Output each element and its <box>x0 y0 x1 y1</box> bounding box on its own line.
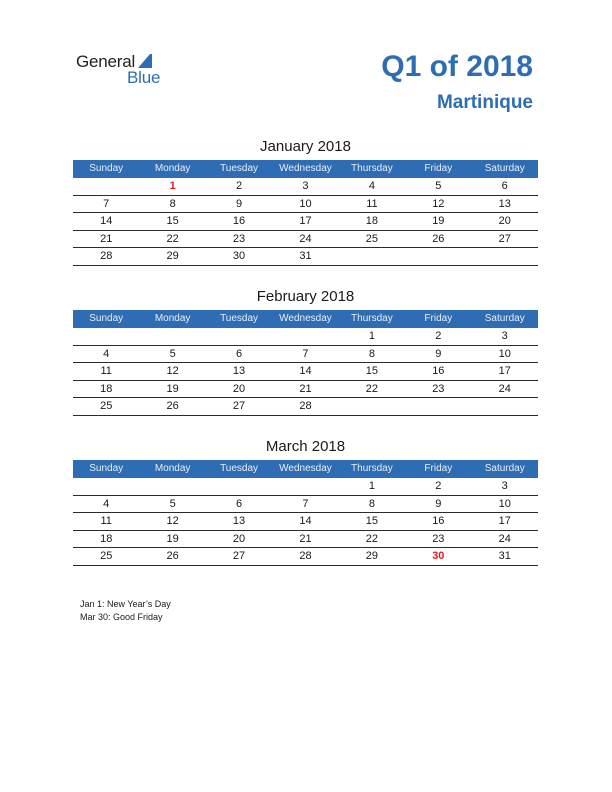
day-cell: 2 <box>435 330 442 342</box>
day-cell: 4 <box>103 347 110 360</box>
day-cell: 7 <box>302 347 309 360</box>
logo-triangle-icon <box>138 54 150 68</box>
month-grid <box>73 178 538 266</box>
day-cell: 24 <box>299 232 312 245</box>
weekday-wednesday: Wednesday <box>279 163 332 174</box>
logo-word-blue: Blue <box>127 68 161 87</box>
holiday-note: Mar 30: Good Friday <box>80 612 163 622</box>
weekday-wednesday: Wednesday <box>279 463 332 474</box>
day-cell: 21 <box>100 232 113 245</box>
day-cell: 13 <box>232 515 246 528</box>
day-cell: 12 <box>166 365 179 378</box>
empty-day-cell <box>139 478 205 495</box>
day-cell: 27 <box>232 400 246 413</box>
day-cell: 3 <box>501 330 508 342</box>
weekday-monday: Monday <box>154 313 191 324</box>
day-cell: 22 <box>365 532 379 545</box>
day-cell: 12 <box>432 197 445 210</box>
week-row <box>73 196 538 214</box>
day-cell: 28 <box>299 550 312 563</box>
month-january <box>73 136 538 266</box>
day-cell: 28 <box>299 400 312 413</box>
day-cell: 23 <box>232 232 246 245</box>
day-cell: 31 <box>498 550 511 563</box>
day-cell: 9 <box>235 197 243 210</box>
weekday-header <box>73 310 538 328</box>
empty-day-cell <box>472 398 538 415</box>
weekday-sunday: Sunday <box>89 313 124 324</box>
empty-day-cell <box>206 328 272 345</box>
day-cell: 28 <box>100 250 113 263</box>
page-title: Q1 of 2018 <box>381 50 533 83</box>
day-cell: 8 <box>169 197 176 210</box>
day-cell: 7 <box>302 497 309 510</box>
week-row <box>73 381 538 399</box>
week-row <box>73 231 538 249</box>
day-cell: 1 <box>368 480 375 492</box>
weekday-tuesday: Tuesday <box>220 313 259 324</box>
day-cell: 11 <box>366 197 378 210</box>
holiday-note: Jan 1: New Year’s Day <box>80 599 171 609</box>
month-grid <box>73 328 538 416</box>
day-cell: 12 <box>166 515 179 528</box>
empty-day-cell <box>139 328 205 345</box>
day-cell: 21 <box>299 532 312 545</box>
day-cell: 16 <box>232 215 246 228</box>
week-row <box>73 328 538 346</box>
day-cell: 14 <box>100 215 113 228</box>
empty-day-cell <box>405 398 471 415</box>
day-cell: 6 <box>235 347 243 360</box>
day-cell: 13 <box>498 197 511 210</box>
day-cell: 23 <box>432 382 445 395</box>
weekday-sunday: Sunday <box>89 163 124 174</box>
day-cell: 22 <box>166 232 179 245</box>
day-cell: 20 <box>232 382 246 395</box>
day-cell: 17 <box>498 515 511 528</box>
weekday-friday: Friday <box>424 163 453 174</box>
day-cell: 3 <box>302 180 309 192</box>
empty-day-cell <box>272 328 338 345</box>
weekday-thursday: Thursday <box>351 163 393 174</box>
day-cell: 30 <box>232 250 246 263</box>
empty-day-cell <box>73 478 139 495</box>
weekday-tuesday: Tuesday <box>220 463 259 474</box>
empty-day-cell <box>73 328 139 345</box>
week-row <box>73 398 538 416</box>
day-cell: 24 <box>498 382 511 395</box>
day-cell: 29 <box>365 550 379 563</box>
empty-day-cell <box>272 478 338 495</box>
weekday-monday: Monday <box>154 463 191 474</box>
day-cell: 23 <box>432 532 445 545</box>
day-cell: 2 <box>435 480 442 492</box>
week-row <box>73 478 538 496</box>
weekday-thursday: Thursday <box>351 313 393 324</box>
day-cell: 17 <box>299 215 312 228</box>
day-cell: 15 <box>365 515 379 528</box>
day-cell: 17 <box>498 365 511 378</box>
day-cell: 19 <box>166 382 179 395</box>
week-row <box>73 213 538 231</box>
day-cell: 18 <box>365 215 379 228</box>
logo-word-general: General <box>76 52 136 71</box>
month-grid <box>73 478 538 566</box>
weekday-friday: Friday <box>424 463 453 474</box>
day-cell: 29 <box>166 250 179 263</box>
day-cell: 25 <box>365 232 379 245</box>
empty-day-cell <box>73 178 139 195</box>
week-row <box>73 496 538 514</box>
day-cell: 1 <box>169 180 176 192</box>
day-cell: 3 <box>501 480 508 492</box>
day-cell: 6 <box>235 497 243 510</box>
month-title: January 2018 <box>260 138 351 155</box>
day-cell: 9 <box>435 347 442 360</box>
day-cell: 21 <box>299 382 312 395</box>
month-march <box>73 436 538 566</box>
empty-day-cell <box>472 248 538 265</box>
weekday-tuesday: Tuesday <box>220 163 259 174</box>
week-row <box>73 363 538 381</box>
weekday-wednesday: Wednesday <box>279 313 332 324</box>
day-cell: 11 <box>100 365 112 378</box>
week-row <box>73 178 538 196</box>
day-cell: 13 <box>232 365 246 378</box>
day-cell: 11 <box>100 515 112 528</box>
weekday-sunday: Sunday <box>89 463 124 474</box>
day-cell: 5 <box>435 180 442 192</box>
day-cell: 10 <box>498 347 511 360</box>
day-cell: 24 <box>498 532 511 545</box>
brand-logo <box>76 52 176 88</box>
day-cell: 10 <box>498 497 511 510</box>
page-region: Martinique <box>436 92 533 113</box>
day-cell: 10 <box>299 197 312 210</box>
day-cell: 22 <box>365 382 379 395</box>
day-cell: 25 <box>100 550 113 563</box>
day-cell: 9 <box>435 497 442 510</box>
empty-day-cell <box>206 478 272 495</box>
week-row <box>73 531 538 549</box>
day-cell: 8 <box>368 347 375 360</box>
month-february <box>73 286 538 416</box>
empty-day-cell <box>405 248 471 265</box>
day-cell: 16 <box>432 515 445 528</box>
day-cell: 15 <box>166 215 179 228</box>
day-cell: 14 <box>299 515 312 528</box>
week-row <box>73 346 538 364</box>
weekday-saturday: Saturday <box>484 163 525 174</box>
day-cell: 19 <box>166 532 179 545</box>
day-cell: 7 <box>103 197 110 210</box>
day-cell: 8 <box>368 497 375 510</box>
weekday-friday: Friday <box>424 313 453 324</box>
day-cell: 27 <box>232 550 246 563</box>
day-cell: 4 <box>368 180 375 192</box>
holiday-notes <box>80 598 171 624</box>
weekday-header <box>73 460 538 478</box>
day-cell: 20 <box>498 215 511 228</box>
logo-bar-icon <box>150 54 152 68</box>
day-cell: 18 <box>100 532 113 545</box>
week-row <box>73 248 538 266</box>
day-cell: 15 <box>365 365 379 378</box>
day-cell: 26 <box>166 550 179 563</box>
day-cell: 16 <box>432 365 445 378</box>
day-cell: 30 <box>432 550 445 563</box>
month-title: March 2018 <box>265 438 346 455</box>
empty-day-cell <box>339 248 405 265</box>
weekday-thursday: Thursday <box>351 463 393 474</box>
week-row <box>73 548 538 566</box>
day-cell: 27 <box>498 232 511 245</box>
week-row <box>73 513 538 531</box>
day-cell: 6 <box>501 180 508 192</box>
month-title: February 2018 <box>256 288 355 305</box>
day-cell: 2 <box>235 180 243 192</box>
day-cell: 31 <box>299 250 312 263</box>
day-cell: 20 <box>232 532 246 545</box>
day-cell: 5 <box>169 347 176 360</box>
day-cell: 4 <box>103 497 110 510</box>
day-cell: 1 <box>368 330 375 342</box>
day-cell: 18 <box>100 382 113 395</box>
weekday-monday: Monday <box>154 163 191 174</box>
day-cell: 26 <box>166 400 179 413</box>
weekday-header <box>73 160 538 178</box>
day-cell: 5 <box>169 497 176 510</box>
weekday-saturday: Saturday <box>484 463 525 474</box>
day-cell: 25 <box>100 400 113 413</box>
day-cell: 26 <box>432 232 445 245</box>
empty-day-cell <box>339 398 405 415</box>
day-cell: 14 <box>299 365 312 378</box>
day-cell: 19 <box>432 215 445 228</box>
weekday-saturday: Saturday <box>484 313 525 324</box>
